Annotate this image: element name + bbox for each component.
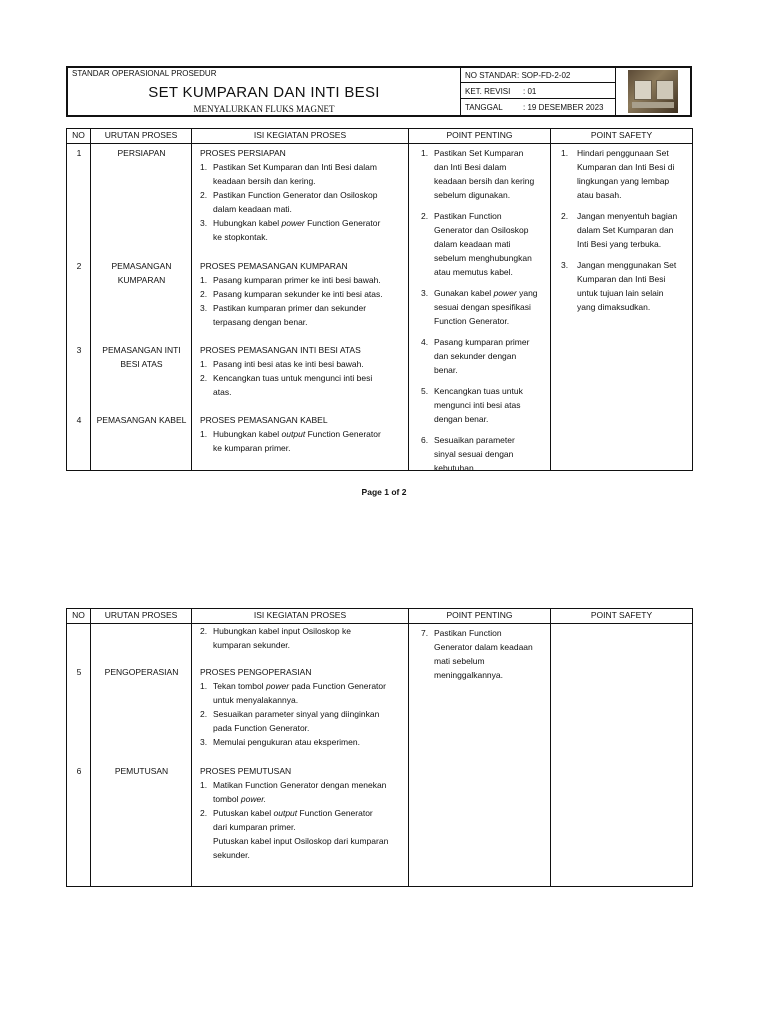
list-item: 1. Matikan Function Generator dengan menekan tombol power.	[200, 780, 387, 804]
step-number: 4	[76, 415, 82, 425]
document-title: SET KUMPARAN DAN INTI BESI	[148, 84, 380, 101]
point-safety-list	[561, 146, 691, 314]
list-item: 2. Jangan menyentuh bagian dalam Set Kumparan dan Inti Besi yang terbuka.	[561, 211, 678, 249]
activity-block	[200, 413, 405, 455]
equipment-photo	[628, 70, 678, 113]
list-item: 2. Putuskan kabel output Function Generator dari kumparan primer. Putuskan kabel input Osiloskop dari kumparan sekunder.	[200, 808, 389, 860]
sop-table-page1	[66, 128, 693, 471]
list-item: 3. Hubungkan kabel power Function Generator ke stopkontak.	[200, 218, 381, 242]
point-penting-list	[421, 146, 549, 475]
step-name: PENGOPERASIAN	[104, 667, 179, 677]
no-standar-label: NO STANDAR	[465, 71, 517, 80]
step-name: PERSIAPAN	[117, 148, 166, 158]
no-column	[67, 624, 91, 887]
urutan-column	[91, 144, 192, 471]
list-item: 3. Pastikan kumparan primer dan sekunder terpasang dengan benar.	[200, 303, 367, 327]
step-number: 1	[76, 148, 82, 158]
section-title: PROSES PEMASANGAN KUMPARAN	[200, 261, 348, 271]
activity-block	[200, 259, 405, 329]
list-item: 2. Kencangkan tuas untuk mengunci inti besi atas.	[200, 373, 373, 397]
isi-kegiatan-column	[192, 144, 409, 471]
list-item: 2. Pastikan Function Generator dan Osiloskop dalam keadaan mati sebelum menghubungkan atau memutus kabel.	[421, 211, 532, 277]
isi-kegiatan-column	[192, 624, 409, 887]
list-item: 1. Tekan tombol power pada Function Generator untuk menyalakannya.	[200, 681, 386, 705]
table-header-row	[67, 129, 693, 144]
list-item: 1. Pastikan Set Kumparan dan Inti Besi dalam keadaan bersih dan kering sebelum digunakan.	[421, 148, 535, 200]
list-item: 3. Memulai pengukuran atau eksperimen.	[200, 737, 360, 747]
step-name-line: BESI ATAS	[120, 359, 163, 369]
activity-block	[200, 146, 405, 244]
list-item: 2. Pasang kumparan sekunder ke inti besi atas.	[200, 289, 383, 299]
header-meta-block	[461, 68, 616, 115]
tanggal-value: : 19 DESEMBER 2023	[523, 103, 604, 112]
table-body-row	[67, 624, 693, 887]
step-name: PEMASANGAN KABEL	[96, 415, 187, 425]
list-item: 4. Pasang kumparan primer dan sekunder dengan benar.	[421, 337, 530, 375]
section-title: PROSES PEMASANGAN KABEL	[200, 415, 328, 425]
col-no: NO	[67, 609, 91, 624]
step-number: 5	[76, 667, 82, 677]
point-penting-column	[409, 624, 551, 887]
col-no: NO	[67, 129, 91, 144]
list-item: 3. Jangan menggunakan Set Kumparan dan Inti Besi untuk tujuan lain selain yang dimaksudkan.	[561, 260, 677, 312]
step-number: 3	[76, 345, 82, 355]
step-number: 2	[76, 261, 82, 271]
ket-revisi-value: : 01	[523, 87, 537, 96]
list-item: 1. Hindari penggunaan Set Kumparan dan Inti Besi di lingkungan yang lembap atau basah.	[561, 148, 675, 200]
urutan-column	[91, 624, 192, 887]
no-standar-value: : SOP-FD-2-02	[517, 71, 571, 80]
document-subtitle: MENYALURKAN FLUKS MAGNET	[193, 104, 335, 114]
document-header	[66, 66, 692, 117]
list-item: 7. Pastikan Function Generator dalam keadaan mati sebelum meninggalkannya.	[421, 628, 533, 680]
col-point-safety: POINT SAFETY	[551, 609, 693, 624]
sop-table-page2	[66, 608, 693, 887]
list-item: 6. Sesuaikan parameter sinyal sesuai dengan kebutuhan.	[421, 435, 515, 473]
table-body-row	[67, 144, 693, 471]
step-number: 6	[76, 766, 82, 776]
step-name-line: KUMPARAN	[117, 275, 166, 285]
col-point-safety: POINT SAFETY	[551, 129, 693, 144]
list-item: 3. Gunakan kabel power yang sesuai dengan spesifikasi Function Generator.	[421, 288, 538, 326]
col-urutan-proses: URUTAN PROSES	[91, 129, 192, 144]
no-column	[67, 144, 91, 471]
table-header-row	[67, 609, 693, 624]
list-item: 1. Pasang kumparan primer ke inti besi bawah.	[200, 275, 381, 285]
list-item: 1. Hubungkan kabel output Function Generator ke kumparan primer.	[200, 429, 381, 453]
tanggal-label: TANGGAL	[465, 103, 503, 112]
point-penting-column	[409, 144, 551, 471]
sop-label: STANDAR OPERASIONAL PROSEDUR	[72, 69, 217, 78]
section-title: PROSES PENGOPERASIAN	[200, 667, 312, 677]
header-title-block	[68, 68, 461, 115]
list-item: 2. Sesuaikan parameter sinyal yang diinginkan pada Function Generator.	[200, 709, 380, 733]
col-urutan-proses: URUTAN PROSES	[91, 609, 192, 624]
point-safety-column	[551, 144, 693, 471]
step-name: PEMUTUSAN	[114, 766, 169, 776]
step-name	[91, 343, 192, 371]
list-item: 2. Hubungkan kabel input Osiloskop ke kumparan sekunder.	[200, 626, 351, 650]
activity-block	[200, 624, 405, 652]
page-footer: Page 1 of 2	[361, 487, 407, 497]
activity-block	[200, 665, 405, 749]
section-title: PROSES PERSIAPAN	[200, 148, 286, 158]
col-isi-kegiatan: ISI KEGIATAN PROSES	[192, 609, 409, 624]
step-name-line: PEMASANGAN INTI	[102, 345, 181, 355]
step-name-line: PEMASANGAN	[111, 261, 172, 271]
col-point-penting: POINT PENTING	[409, 609, 551, 624]
col-point-penting: POINT PENTING	[409, 129, 551, 144]
col-isi-kegiatan: ISI KEGIATAN PROSES	[192, 129, 409, 144]
list-item: 1. Pastikan Set Kumparan dan Inti Besi dalam keadaan bersih dan kering.	[200, 162, 377, 186]
list-item: 5. Kencangkan tuas untuk mengunci inti besi atas dengan benar.	[421, 386, 523, 424]
section-title: PROSES PEMASANGAN INTI BESI ATAS	[200, 345, 361, 355]
activity-block	[200, 343, 405, 399]
point-penting-list	[421, 626, 549, 682]
activity-block	[200, 764, 405, 862]
section-title: PROSES PEMUTUSAN	[200, 766, 292, 776]
step-name	[91, 259, 192, 287]
ket-revisi-label: KET. REVISI	[465, 87, 511, 96]
list-item: 2. Pastikan Function Generator dan Osiloskop dalam keadaan mati.	[200, 190, 378, 214]
list-item: 1. Pasang inti besi atas ke inti besi bawah.	[200, 359, 364, 369]
point-safety-column	[551, 624, 693, 887]
